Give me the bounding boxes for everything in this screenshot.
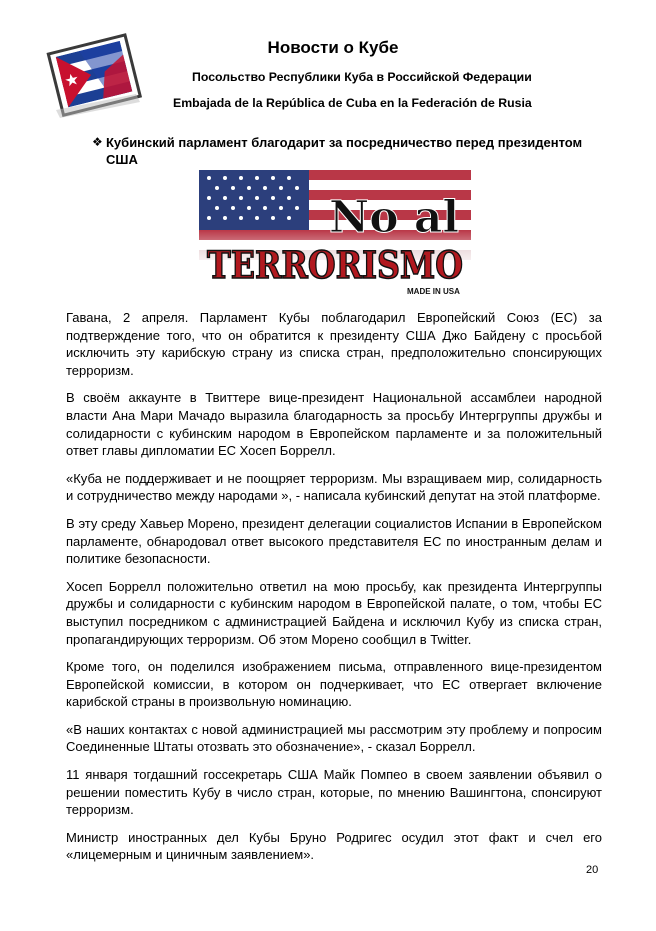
image-text-terrorismo: TERRORISMO	[207, 243, 463, 287]
article-headline: Кубинский парламент благодарит за посредничество перед президентом США	[106, 135, 583, 167]
paragraph: 11 января тогдашний госсекретарь США Майк Помпео в своем заявлении объявил о решении поместить Кубу в число стран, которые, по мнению Вашингтона, спонсируют терроризм.	[66, 767, 602, 818]
article-image	[199, 170, 471, 300]
page-title: Новости о Кубе	[267, 38, 399, 57]
image-text-made-in-usa: MADE IN USA	[407, 287, 460, 296]
paragraph: Министр иностранных дел Кубы Бруно Родригес осудил этот факт и счел его «лицемерным и циничным заявлением».	[66, 829, 602, 863]
paragraph: Кроме того, он поделился изображением письма, отправленного вице-президентом Европейской комиссии, в котором он подчеркивает, что ЕС отвергает включение карибской страны в произвольную номинацию.	[66, 659, 602, 710]
page-number: 20	[586, 864, 599, 876]
diamond-bullet-icon: ❖	[92, 135, 103, 149]
image-text-no-al: No al	[329, 192, 460, 243]
paragraph: «Куба не поддерживает и не поощряет терроризм. Мы взращиваем мир, солидарность и сотрудничество между народами », - написала кубинский депутат на этой платформе.	[66, 470, 602, 504]
paragraph: Гавана, 2 апреля. Парламент Кубы поблагодарил Европейский Союз (ЕС) за подтверждение того, что он обратится к президенту США Джо Байдену с просьбой исключить эту карибскую страну из списка стран, предположительно спонсирующих терроризм.	[66, 310, 602, 378]
article-body	[66, 309, 602, 874]
article-headline-row	[92, 134, 602, 168]
paragraph: «В наших контактах с новой администрацией мы рассмотрим эту проблему и попросим Соединенные Штаты отозвать это обозначение», - сказал Боррелл.	[66, 721, 602, 755]
embassy-name-ru: Посольство Республики Куба в Российской Федерации	[192, 70, 532, 84]
embassy-name-es: Embajada de la República de Cuba en la Federación de Rusia	[173, 96, 532, 110]
paragraph: В эту среду Хавьер Морено, президент делегации социалистов Испании в Европейском парламенте, обнародовал ответ высокого представителя ЕС по иностранным делам и политике безопасности.	[66, 515, 602, 567]
paragraph: Хосеп Боррелл положительно ответил на мою просьбу, как президента Интергруппы дружбы и солидарности с кубинским народом в Европейской палате, о том, чтобы ЕС выступил посредником с администрацией Байдена и исключил Кубу из списка стран, пропагандирующих терроризм. Об этом Морено сообщил в Twitter.	[66, 578, 602, 647]
paragraph: В своём аккаунте в Твиттере вице-президент Национальной ассамблеи народной власти Ана Мари Мачадо выразила благодарность за просьбу Интергруппы дружбы и солидарности с кубинским народом в Европейском парламенте и за положительный ответ главы дипломатии ЕС Хосеп Боррелл.	[66, 390, 602, 459]
